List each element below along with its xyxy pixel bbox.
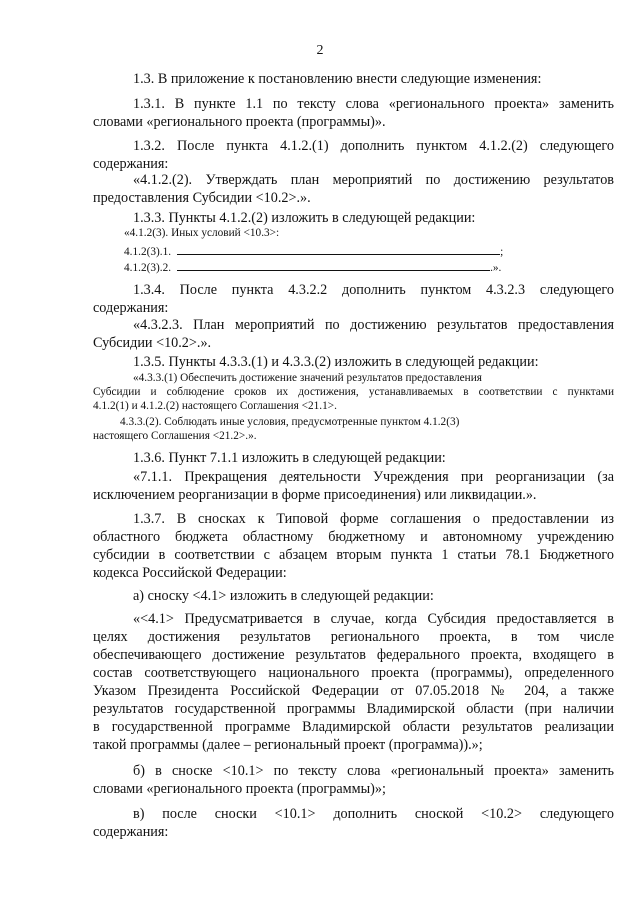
text-line-8: 1.3.3. Пункты 4.1.2.(2) изложить в следующей редакции: <box>133 210 476 226</box>
blank-line-item-1 <box>124 242 640 259</box>
blank-label-2: 4.1.2(3).2. <box>124 262 172 274</box>
fill-in-line-2 <box>177 258 490 271</box>
page-number: 2 <box>316 43 324 58</box>
text-line-26: областного бюджета областному бюджетному и автономному учреждению <box>93 529 614 545</box>
text-line-9: «4.1.2(3). Иных условий <10.3>: <box>124 227 280 239</box>
text-line-5: содержания: <box>93 156 169 172</box>
text-line-7: предоставления Субсидии <10.2>.». <box>93 190 311 206</box>
text-line-2: 1.3.1. В пункте 1.1 по тексту слова «регионального проекта» заменить <box>133 96 614 112</box>
text-line-38: б) в сноске <10.1> по тексту слова «региональный проекта» заменить <box>133 763 614 779</box>
blank-line-item-2 <box>124 258 640 275</box>
text-line-36: в государственной программе Владимирской области результатов реализации <box>93 719 614 735</box>
fill-in-line-1 <box>177 242 500 255</box>
blank-label-1: 4.1.2(3).1. <box>124 246 172 258</box>
text-line-37: такой программы (далее – региональный проект (программа)).»; <box>93 737 483 753</box>
text-line-39: словами «регионального проекта (программы)»; <box>93 781 386 797</box>
text-line-25: 1.3.7. В сносках к Типовой форме соглашения о предоставлении из <box>133 511 614 527</box>
text-line-13: содержания: <box>93 300 169 316</box>
text-line-17: «4.3.3.(1) Обеспечить достижение значений результатов предоставления <box>133 372 482 384</box>
text-line-31: целях достижения результатов регионального проекта, в том числе <box>93 629 614 645</box>
text-line-34: Указом Президента Российской Федерации от 07.05.2018 № 204, а также <box>93 683 614 699</box>
text-line-41: содержания: <box>93 824 169 840</box>
text-line-16: 1.3.5. Пункты 4.3.3.(1) и 4.3.3.(2) изложить в следующей редакции: <box>133 354 539 370</box>
blank-end-1: ; <box>500 246 504 258</box>
text-line-29: а) сноску <4.1> изложить в следующей редакции: <box>133 588 434 604</box>
blank-end-2: .». <box>490 262 502 274</box>
text-line-14: «4.3.2.3. План мероприятий по достижению результатов предоставления <box>133 317 614 333</box>
text-line-33: состав соответствующего национального проекта (программы), определенного <box>93 665 614 681</box>
text-line-22: 1.3.6. Пункт 7.1.1 изложить в следующей редакции: <box>133 450 446 466</box>
text-line-30: «<4.1> Предусматривается в случае, когда Субсидия предоставляется в <box>133 611 614 627</box>
text-line-23: «7.1.1. Прекращения деятельности Учреждения при реорганизации (за <box>133 469 614 485</box>
text-line-28: кодекса Российской Федерации: <box>93 565 287 581</box>
text-line-24: исключением реорганизации в форме присоединения) или ликвидации.». <box>93 487 537 503</box>
text-line-40: в) после сноски <10.1> дополнить сноской <10.2> следующего <box>133 806 614 822</box>
text-line-20: 4.3.3.(2). Соблюдать иные условия, предусмотренные пунктом 4.1.2(3) <box>120 416 460 428</box>
text-line-35: результатов государственной программы Владимирской области (при наличии <box>93 701 614 717</box>
text-line-6: «4.1.2.(2). Утверждать план мероприятий по достижению результатов <box>133 172 614 188</box>
text-line-1: 1.3. В приложение к постановлению внести следующие изменения: <box>133 71 542 87</box>
text-line-3: словами «регионального проекта (программы)». <box>93 114 386 130</box>
text-line-15: Субсидии <10.2>.». <box>93 335 212 351</box>
text-line-27: субсидии в соответствии с абзацем вторым пункта 1 статьи 78.1 Бюджетного <box>93 547 614 563</box>
text-line-21: настоящего Соглашения <21.2>.». <box>93 430 257 442</box>
text-line-19: 4.1.2(1) и 4.1.2.(2) настоящего Соглашения <21.1>. <box>93 400 337 412</box>
text-line-18: Субсидии и соблюдение сроков их достижения, устанавливаемых в соответствии с пунктами <box>93 386 614 398</box>
text-line-4: 1.3.2. После пункта 4.1.2.(1) дополнить пунктом 4.1.2.(2) следующего <box>133 138 614 154</box>
text-line-32: обеспечивающего достижение результатов федерального проекта, входящего в <box>93 647 614 663</box>
text-line-12: 1.3.4. После пункта 4.3.2.2 дополнить пунктом 4.3.2.3 следующего <box>133 282 614 298</box>
